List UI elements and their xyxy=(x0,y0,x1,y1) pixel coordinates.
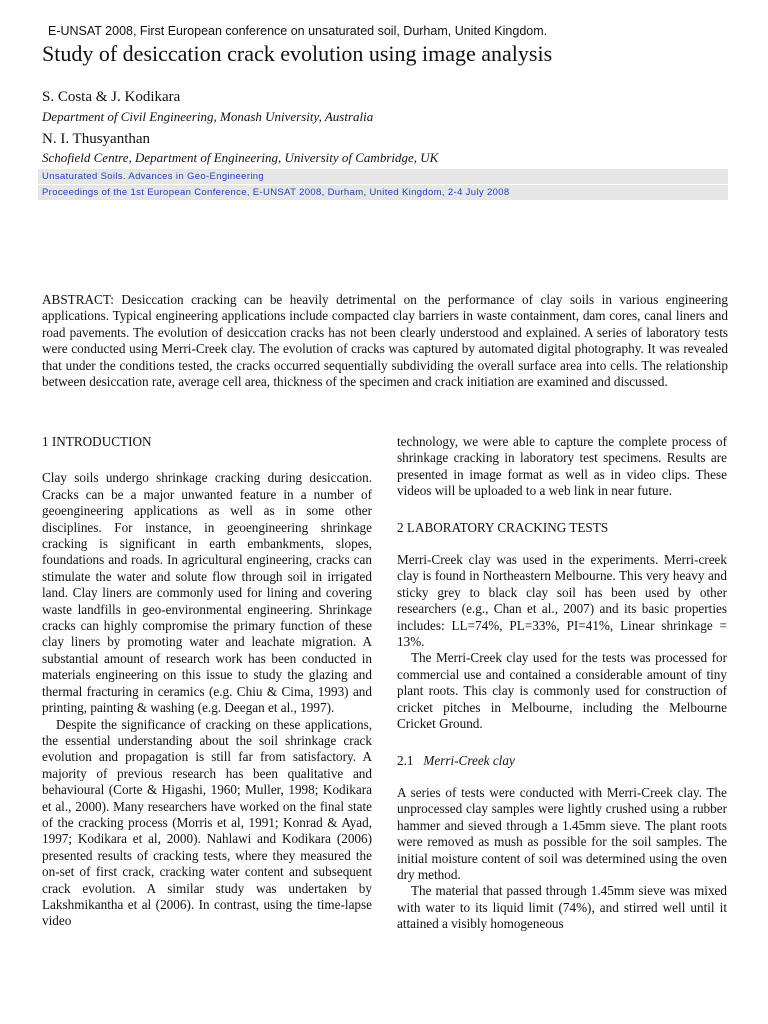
conference-line: E-UNSAT 2008, First European conference on unsaturated soil, Durham, United Kingdom. xyxy=(48,24,548,38)
proceedings-conference-details: Proceedings of the 1st European Conference, E-UNSAT 2008, Durham, United Kingdom, 2-4 July 2008 xyxy=(38,185,728,200)
section-heading-laboratory-tests: 2 LABORATORY CRACKING TESTS xyxy=(397,519,609,535)
intro-paragraph-3: technology, we were able to capture the complete process of shrinkage cracking in laboratory test specimens. Results are presented in image format as well as in video clips. These videos will be uploaded to a web link in near future. xyxy=(397,434,727,499)
merri-paragraph-2: The material that passed through 1.45mm sieve was mixed with water to its liquid limit (74%), and stirred well until it attained a visibly homogeneous xyxy=(397,883,727,932)
section-heading-introduction: 1 INTRODUCTION xyxy=(42,434,152,449)
author-affiliation-2: Schofield Centre, Department of Engineering, University of Cambridge, UK xyxy=(42,150,439,165)
intro-paragraph-2: Despite the significance of cracking on these applications, the essential understanding about the soil shrinkage crack evolution and propagation is still far from satisfactory. A majority of previous research has been qualitative and behavioural (Corte & Higashi, 1960; Muller, 1998; Kodikara et al., 2000). Many researchers have worked on the final state of the cracking process (Morris et al, 1991; Konrad & Ayad, 1997; Kodikara et al, 2000). Nahlawi and Kodikara (2006) presented results of cracking tests, where they measured the on-set of first crack, cracking water content and subsequent crack evolution. A similar study was undertaken by Lakshmikantha et al (2006). In contrast, using the time-lapse video xyxy=(42,716,372,929)
paper-title: Study of desiccation crack evolution using image analysis xyxy=(42,41,553,66)
subsection-heading-merri-creek-clay xyxy=(397,753,727,769)
proceedings-banner xyxy=(38,169,728,201)
lab-paragraph-2: The Merri-Creek clay used for the tests was processed for commercial use and contained a considerable amount of tiny plant roots. This clay is commonly used for construction of cricket pitches in Melbourne, including the Melbourne Cricket Ground. xyxy=(397,650,727,732)
subsection-number: 2.1 xyxy=(397,752,414,768)
author-names-1: S. Costa & J. Kodikara xyxy=(42,89,181,105)
author-affiliation-1: Department of Civil Engineering, Monash University, Australia xyxy=(42,109,374,124)
intro-paragraph-1: Clay soils undergo shrinkage cracking during desiccation. Cracks can be a major unwanted feature in a number of geoengineering applications as well as in some other disciplines. For instance, in geoengineering shrinkage cracking is significant in earth embankments, slopes, foundations and roads. In agricultural engineering, cracks can stimulate the water and solute flow through soil in irrigated land. Clay liners are commonly used for lining and covering waste landfills in geo-environmental engineering. Shrinkage cracks can highly compromise the primary function of these clay liners by promoting water and leachate migration. A substantial amount of research work has been conducted in materials engineering on this issue to study the glazing and thermal fracturing in ceramics (e.g. Chiu & Cima, 1993) and printing, painting & washing (e.g. Deegan et al., 1997). xyxy=(42,470,372,716)
merri-paragraph-1: A series of tests were conducted with Merri-Creek clay. The unprocessed clay samples were lightly crushed using a rubber hammer and sieved through a 1.45mm sieve. The plant roots were removed as mush as possible for the soil samples. The initial moisture content of soil was determined using the oven dry method. xyxy=(397,784,727,882)
lab-paragraph-1: Merri-Creek clay was used in the experiments. Merri-creek clay is found in Northeastern Melbourne. This very heavy and sticky grey to black clay soil has been used by other researchers (e.g., Chan et al., 2007) and its basic properties includes: LL=74%, PL=33%, PI=41%, Linear shrinkage = 13%. xyxy=(397,552,727,650)
left-column xyxy=(42,434,372,930)
author-names-2: N. I. Thusyanthan xyxy=(42,131,151,147)
proceedings-book-title: Unsaturated Soils. Advances in Geo-Engineering xyxy=(38,169,728,184)
subsection-title: Merri-Creek clay xyxy=(423,752,515,768)
abstract: ABSTRACT: Desiccation cracking can be heavily detrimental on the performance of clay soils in various engineering applications. Typical engineering applications include compacted clay barriers in waste containment, dam cores, canal liners and road pavements. The evolution of desiccation cracks has not been clearly understood and explained. A series of laboratory tests were conducted using Merri-Creek clay. The evolution of cracks was captured by automated digital photography. It was revealed that under the conditions tested, the cracks occurred sequentially subdividing the overall surface area into cells. The relationship between desiccation rate, average cell area, thickness of the specimen and crack initiation are examined and discussed. xyxy=(42,292,728,390)
right-column xyxy=(397,434,727,933)
